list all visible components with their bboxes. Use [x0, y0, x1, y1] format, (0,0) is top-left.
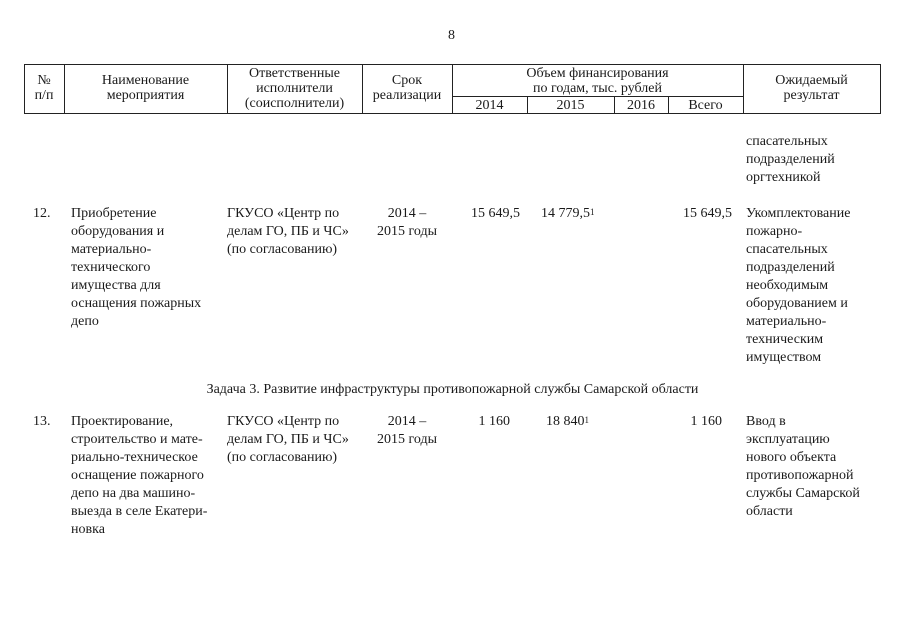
- row-name: Проектирование, строительство и мате- риально-техническое оснащение пожарного депо на два машино- выезда в селе Екатери- новка: [71, 414, 208, 537]
- row-responsible: ГКУСО «Центр по делам ГО, ПБ и ЧС» (по согласованию): [227, 414, 349, 465]
- header-year-2015: 2015: [556, 98, 585, 113]
- row-term: 2014 – 2015 годы: [376, 206, 438, 239]
- header-term: Срок реализации: [372, 73, 442, 103]
- row-value-2014: 1 160: [478, 414, 510, 429]
- page-number: 8: [448, 28, 455, 43]
- row-total: 1 160: [690, 414, 722, 429]
- header-year-2014: 2014: [475, 98, 504, 113]
- row-value-2015: 14 779,5$^1$: [541, 206, 595, 221]
- task-heading: Задача 3. Развитие инфраструктуры противопожарной службы Самарской области: [206, 382, 699, 397]
- header-year-2016: 2016: [627, 98, 655, 113]
- row-value-2015: 18 $840^1$: [546, 414, 589, 429]
- row-number: 12.: [33, 206, 51, 221]
- row-value-2014: 15 649,5: [471, 206, 520, 221]
- carryover-result: спасательных подразделений оргтехникой: [746, 134, 835, 185]
- header-funding: Объем финансирования по годам, тыс. рублей: [526, 66, 669, 96]
- row-result: Укомплектование пожарно- спасательных подразделений необходимым оборудованием и материально- техническим имуществом: [746, 206, 851, 365]
- row-name: Приобретение оборудования и материально- технического имущества для оснащения пожарных депо: [71, 206, 202, 329]
- row-result: Ввод в эксплуатацию нового объекта противопожарной службы Самарской области: [746, 414, 860, 519]
- header-responsible: Ответственные исполнители (соисполнители): [244, 66, 345, 111]
- header-name: Наименование мероприятия: [101, 73, 190, 103]
- footnote-mark: 1: [584, 415, 589, 425]
- row-term: 2014 – 2015 годы: [376, 414, 438, 447]
- row-total: 15 649,5: [683, 206, 732, 221]
- row-responsible: ГКУСО «Центр по делам ГО, ПБ и ЧС» (по согласованию): [227, 206, 349, 257]
- footnote-mark: 1: [590, 207, 595, 217]
- table-header: [24, 64, 881, 114]
- header-total: Всего: [688, 98, 723, 113]
- header-result: Ожидаемый результат: [775, 73, 848, 103]
- row-number: 13.: [33, 414, 51, 429]
- header-number: № п/п: [34, 73, 54, 103]
